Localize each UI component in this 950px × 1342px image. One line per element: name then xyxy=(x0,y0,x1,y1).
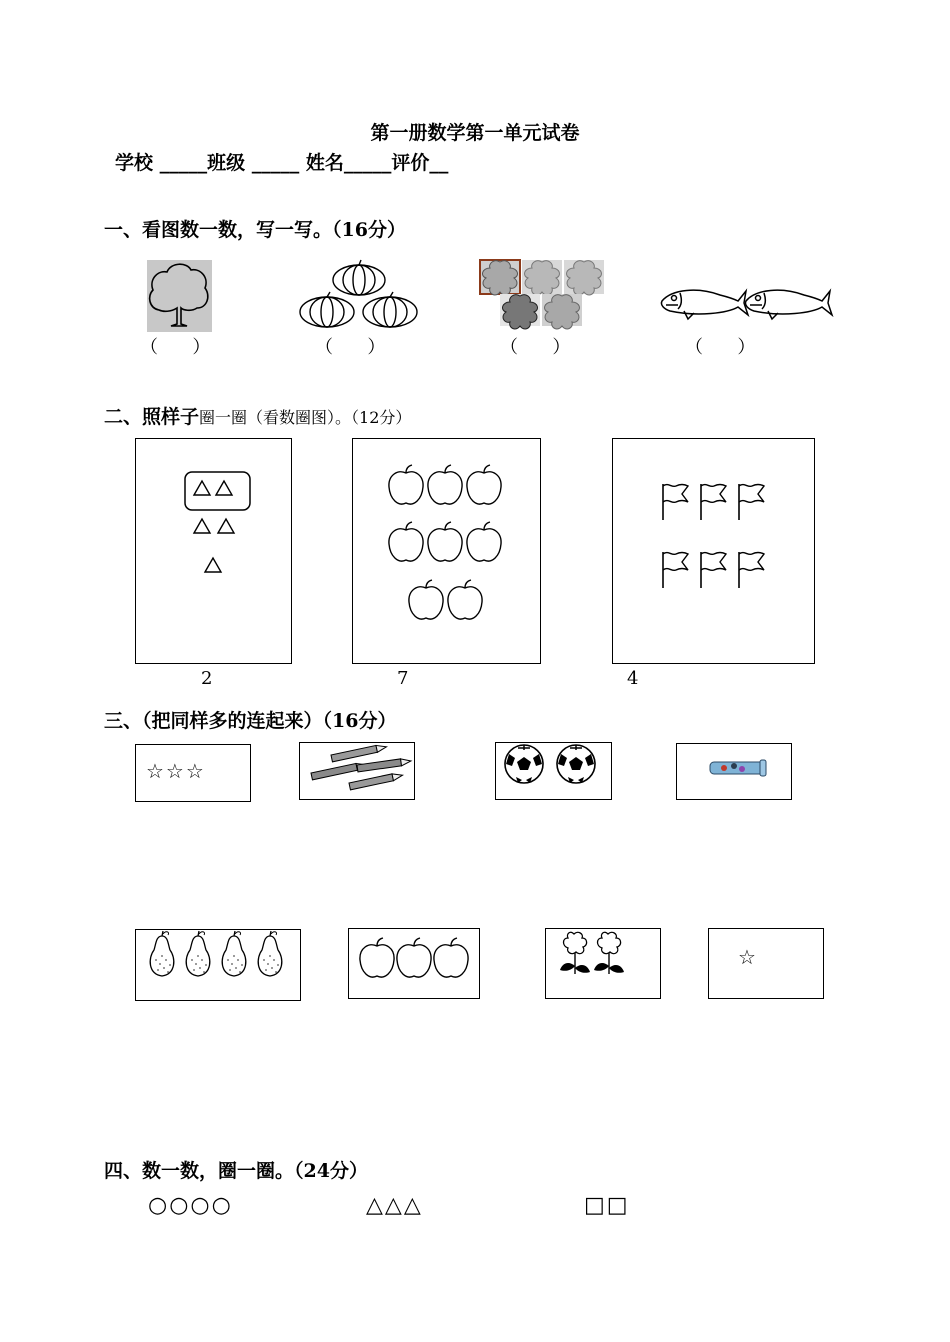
apples-three-picture xyxy=(358,935,473,983)
flags-group xyxy=(660,482,770,592)
page-title: 第一册数学第一单元试卷 xyxy=(370,122,580,144)
match-card-stars[interactable] xyxy=(135,744,251,802)
target-number-box1: 2 xyxy=(201,668,213,689)
tree-picture xyxy=(147,260,212,332)
stars-three: ☆☆☆ xyxy=(146,759,206,783)
squares-row[interactable]: □□ xyxy=(584,1193,630,1218)
match-card-single-star[interactable] xyxy=(708,928,824,999)
triangles-group xyxy=(180,470,255,580)
triangles-row[interactable]: △△△ xyxy=(366,1193,423,1218)
section2-heading-main: 二、照样子 xyxy=(104,406,200,428)
student-info-line: 学校 _____班级 _____ 姓名_____评价__ xyxy=(115,152,449,174)
pears-picture xyxy=(146,930,291,980)
pumpkins-picture xyxy=(298,258,423,330)
circles-row[interactable]: ○○○○ xyxy=(148,1193,233,1218)
star-single: ☆ xyxy=(738,945,758,969)
section2-heading xyxy=(104,402,411,429)
answer-blank-tree[interactable]: （ ） xyxy=(140,337,211,358)
answer-blank-pumpkins[interactable]: （ ） xyxy=(315,337,386,358)
section4-heading: 四、数一数，圈一圈。（24分） xyxy=(104,1160,368,1182)
soccer-balls-picture xyxy=(502,742,602,786)
answer-blank-fish[interactable]: （ ） xyxy=(685,337,756,358)
section2-heading-sub: 圈一圈（看数圈图）。（12分） xyxy=(199,408,412,427)
fish-picture xyxy=(658,283,833,325)
pencils-picture xyxy=(305,745,410,797)
target-number-box3: 4 xyxy=(627,668,639,689)
section3-heading: 三、（把同样多的连起来）（16分） xyxy=(104,710,397,732)
potted-flowers-picture xyxy=(556,930,636,980)
target-number-box2: 7 xyxy=(397,668,409,689)
pencil-case-picture xyxy=(708,756,768,782)
flowers-picture xyxy=(480,258,605,328)
answer-blank-flowers[interactable]: （ ） xyxy=(500,337,571,358)
apples-group xyxy=(385,462,510,627)
section1-heading: 一、看图数一数，写一写。（16分） xyxy=(104,219,406,241)
